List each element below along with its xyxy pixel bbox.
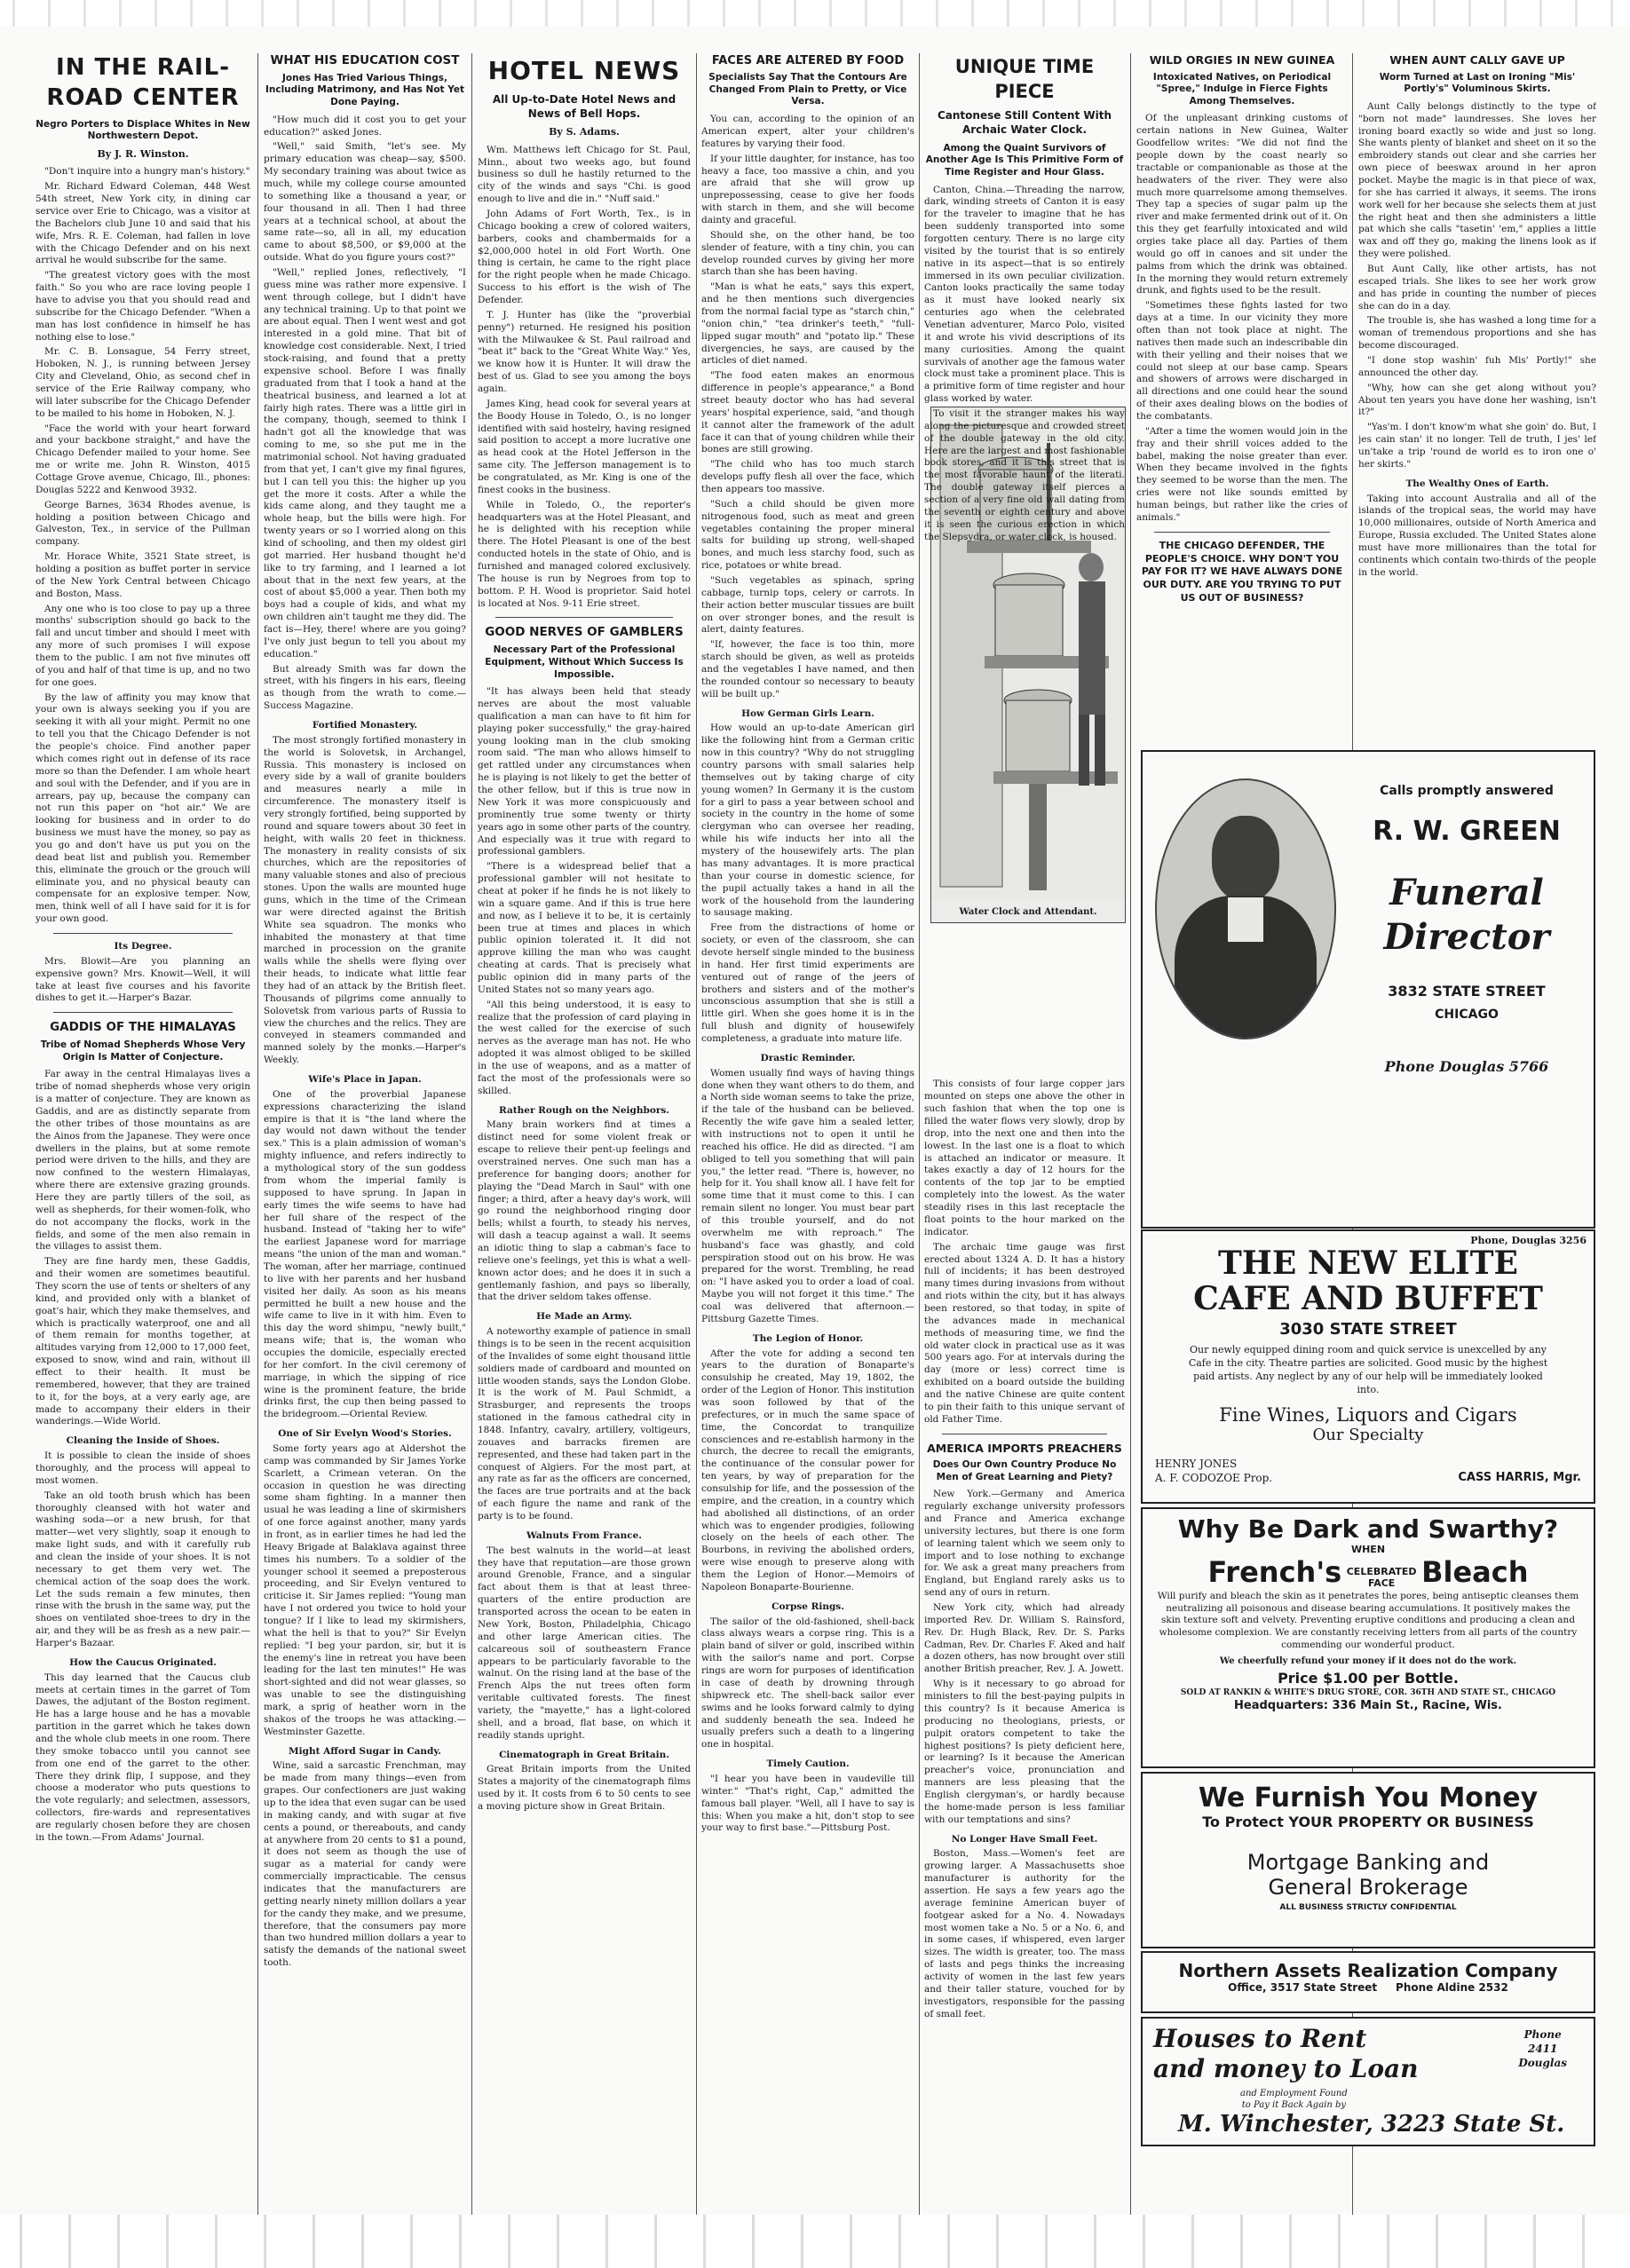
bleach-sold: SOLD AT RANKIN & WHITE'S DRUG STORE, COR. 36TH AND STATE ST., CHICAGO (1180, 1688, 1556, 1698)
paragraph: They are fine hardy men, these Gaddis, and their women are sometimes beautiful. They scorn the use of tents or shelters of any kind, and provided only with a blanket of goat's hair, which they make themselves, and which is practically waterproof, one and all of them remain for months together, at altitudes varying from 12,000 to 17,000 feet, exposed to snow, wind and rain, without ill effect to their health. It must be remembered, however, that they are trained to it, for the boys, at a very early age, are made to accompany their elders in their wanderings.—Wide World. (36, 1256, 250, 1427)
deck: Cantonese Still Content With Archaic Water Clock. (937, 109, 1112, 137)
paragraph: "Man is what he eats," says this expert, and he then mentions such divergencies from the normal facial type as "starch chin," "onion chin," "tea drinker's teeth," "full-lipped sugar mouth" and "potato lip." These divergencies, he says, are caused by the articles of diet named. (701, 281, 914, 367)
green-top-line: Calls promptly answered (1380, 784, 1554, 798)
subhead-drastic: Drastic Reminder. (760, 1052, 856, 1063)
separator (495, 617, 673, 618)
houses-phone-2: 2411 (1527, 2043, 1558, 2056)
houses-phone-3: Douglas (1518, 2057, 1567, 2070)
mortgage-line-1: Mortgage Banking and (1246, 1850, 1490, 1875)
subhead-army: He Made an Army. (536, 1311, 632, 1323)
paragraph: But Aunt Cally, like other artists, has not escaped trials. She likes to see her work grow and has pride in counting the number of pieces she can do in a day. (1358, 263, 1596, 312)
paragraph: James King, head cook for several years at the Boody House in Toledo, O., is no longer identified with said hostelry, having resigned said position to accept a more lucrative one as head cook at the Hotel Jefferson in the same city. The Jefferson management is to be congratulated, as Mr. King is one of the finest cooks in the business. (478, 398, 691, 495)
portrait-collar (1228, 897, 1263, 942)
elite-wines: Fine Wines, Liquors and Cigars (1219, 1403, 1517, 1426)
ad-houses-to-rent (1141, 2017, 1595, 2146)
paragraph: While in Toledo, O., the reporter's headquarters was at the Hotel Pleasant, and he is delighted with his reception while there. The Hotel Pleasant is one of the best conducted hotels in the state of Ohio, and is furnished and managed colored exclusively. The house is run by Negroes from top to bottom. P. H. Wood is proprietor. Said hotel is located at Nos. 9-11 Erie street. (478, 499, 691, 609)
paragraph: Mr. Richard Edward Coleman, 448 West 54th street, New York city, in dining car service over Erie to Chicago, was a visitor at the Bachelors club June 10 and said that his wife, Mrs. R. E. Coleman, had fallen in love with the Chicago Defender and on his next arrival he would subscribe for the same. (36, 181, 250, 266)
green-phone: Phone Douglas 5766 (1384, 1058, 1549, 1075)
subhead-japan: Wife's Place in Japan. (308, 1074, 422, 1086)
subhead-caution: Timely Caution. (766, 1758, 850, 1770)
subhead-cinema: Cinematograph in Great Britain. (499, 1749, 669, 1760)
paragraph: How would an up-to-date American girl like the following hint from a German critic now in this country? "Why do not struggling country parsons with small salaries help themselves out by taking charge of city young women? In Germany it is the custom for a girl to pass a year between school and society in the country in the home of some clergyman who can oversee her reading, while his wife inducts her into all the mystery of the housewifely arts. The plan has many advantages. It is more practical than your course in domestic science, for the pupil actually takes a hand in all the work of the household from the laundering to sausage making. (701, 723, 914, 919)
paragraph: "Well," replied Jones, reflectively, "I guess mine was rather more expensive. I went through college, but I didn't have any technical training. Up to that point we are about equal. Then I went west and got interested in a gold mine. That bit of knowledge cost considerable. Next, I tried stock-raising, and found that a pretty expensive school. Before I was finally graduated from that I took a hand at the theatrical business, and learned a lot at fairly high rates. There was a little girl in the company, though, seemed to think I hadn't got all the knowledge that was coming to me, so she put me in the matrimonial school. Not having graduated from that yet, I can't give my final figures, but I can tell you this: the higher up you get the more it costs. After a while the kids came along, and they taught me a whole heap, but the bills were high. For twenty years or so I worried along on this kind of schooling, and then my oldest girl got married. Her husband thought he'd like to try farming, and I learned a lot about that in the next few years, at the cost of about $5,000 a year. Then both my boys had a couple of kids, and what my own children ain't taught me they did. The fact is—Hey, there! where are you going? I've only just begun to tell you about my education." (264, 267, 466, 660)
houses-small (1240, 2088, 1348, 2111)
green-portrait (1155, 778, 1336, 1039)
bleach-product-line (1143, 1555, 1594, 1589)
column-rule (471, 53, 472, 2237)
elite-prop-1: HENRY JONES (1155, 1458, 1238, 1470)
column-rule (1130, 53, 1131, 2237)
paragraph: Take an old tooth brush which has been thoroughly cleansed with hot water and washing soda—or a new brush, for that matter—wet very slightly, soap it enough to make light suds, and with it carefully rub and clean the inside of your shoes. It is not necessary to get them very wet. The chemical action of the soap does the work. Let the suds remain a few minutes, then rinse with the brush in the same way, put the shoes on ventilated shoe-trees to dry in the air, and they will be as fresh as a new pair.—Harper's Bazaar. (36, 1490, 250, 1649)
northern-title: Northern Assets Realization Company (1178, 1960, 1558, 1981)
paragraph: Women usually find ways of having things done when they want others to do them, and a North side woman seems to take the prize, if the tale of the husband can be believed. Recently the wife gave him a sealed letter, with instructions not to open it until he reached his office. He did as directed. "I am obliged to tell you something that will pain you," the letter read. "There is, however, no help for it. You shall know all. I have felt for some time that it must come to this. I can remain silent no longer. You must bear part of this trouble yourself, and do not overwhelm me with reproach." The husband's face was ghastly, and cold perspiration stood out on his brow. He was prepared for the worst. Trembling, he read on: "I have asked you to order a load of coal. Maybe you will not forget it this time." The coal was delivered that afternoon.—Pittsburg Gazette Times. (701, 1067, 914, 1324)
paragraph: "Don't inquire into a hungry man's history." (44, 166, 250, 178)
subhead-monastery: Fortified Monastery. (312, 719, 418, 731)
paragraph: Taking into account Australia and all of the islands of the tropical seas, the world may have 10,000 millionaires, outside of North America and Europe, Russia excluded. The United States alone must have more millionaires than the total for continents which contain two-thirds of the people in the world. (1358, 493, 1596, 578)
paragraph: The most strongly fortified monastery in the world is Solovetsk, in Archangel, Russia. This monastery is inclosed on every side by a wall of granite boulders and measures nearly a mile in circumference. The monastery itself is very strongly fortified, being supported by round and square towers about 30 feet in height, with walls 20 feet in thickness. The monastery in reality consists of six churches, which are the repositories of many valuable stones and also of precious stones. Upon the walls are mounted huge guns, which in the time of the Crimean war were directed against the British White sea squadron. The monks who inhabited the monastery at that time marched in procession on the granite walls while the shells were flying over their heads, to indicate what little fear they had of an attack by the British fleet. Thousands of pilgrims come annually to Solovetsk from various parts of Russia to view the churches and the relics. They are conveyed in steamers commanded and manned solely by the monks.—Harper's Weekly. (264, 734, 466, 1066)
northern-phone: Phone Aldine 2532 (1396, 1981, 1508, 1994)
separator (53, 933, 233, 934)
subhead-german-girls: How German Girls Learn. (741, 707, 874, 719)
separator (53, 1012, 233, 1013)
subhead-corpse-rings: Corpse Rings. (771, 1600, 844, 1612)
subdeck: Among the Quaint Survivors of Another Age Is This Primitive Form of Time Register and Hour Glass. (925, 142, 1124, 178)
paragraph: Many brain workers find at times a distinct need for some violent freak or escape to relieve their pent-up feelings and overstrained nerves. One such man has a preference for banging doors; another for playing the "Dead March in Saul" with one finger; a third, after a heavy day's work, will go round the neighborhood ringing door bells; whilst a fourth, to steady his nerves, will dash a teacup against a wall. It seems an idiotic thing to slap a cabman's face to relieve one's feelings, yet this is what a well-known actor does; and he does it in such a gentlemanly fashion, and pays so liberally, that the driver seldom takes offense. (478, 1119, 691, 1303)
paragraph: Great Britain imports from the United States a majority of the cinematograph films used by it. It costs from 6 to 50 cents to see a moving picture show in Great Britain. (478, 1764, 691, 1812)
paragraph: John Adams of Fort Worth, Tex., is in Chicago booking a crew of colored waiters, barbers, cooks and chambermaids for a $2,000,000 hotel in old Fort Worth. One thing is certain, he came to the right place for the right people when he made Chicago. Success to his effort is the wish of The Defender. (478, 208, 691, 305)
torn-bottom-edge (0, 2215, 1630, 2268)
ad-northern-assets (1141, 1951, 1595, 2013)
paragraph: "Why, how can she get along without you? About ten years you have done her washing, isn't it?" (1358, 382, 1596, 418)
houses-small-1: and Employment Found (1240, 2089, 1348, 2098)
bleach-price: Price $1.00 per Bottle. (1278, 1670, 1459, 1687)
column-2 (264, 53, 466, 2201)
bleach-title: Why Be Dark and Swarthy? (1177, 1514, 1559, 1544)
column-4 (701, 53, 914, 2201)
subhead-scarlett: One of Sir Evelyn Wood's Stories. (278, 1428, 452, 1440)
column-rule (919, 53, 920, 2237)
deck: Does Our Own Country Produce No Men of Great Learning and Piety? (932, 1459, 1117, 1482)
paragraph: Aunt Cally belongs distinctly to the type of "born not made" laundresses. She loves her ironing board exactly so wide and just so long. She wants plenty of blanket and sheet on it so the embroidery stands out clear and she carries her own piece of beeswax around in her apron pocket. Maybe the magic is in that piece of wax, for she has carried it always, it seems. The irons work well for her because she selects them at just the right heat and then she administers a little pat which she calls "tasetin' 'em," applies a little wax and off they go, making the linens look as if they were polished. (1358, 100, 1596, 260)
elite-manager: CASS HARRIS, Mgr. (1458, 1471, 1581, 1484)
subhead-walnuts: Walnuts From France. (526, 1529, 642, 1541)
houses-phone (1518, 2027, 1567, 2071)
column-6 (1136, 53, 1348, 763)
paragraph: Why is it necessary to go abroad for ministers to fill the best-paying pulpits in this country? Is it because America is producing no theologians, priests, or pulpit orators competent to take the highest positions? Is piety deficient here, or learning? Is it because the American preacher's voice, pronunciation and manners are less pleasing that the English clergyman's, or hardly because the home-made person is less familiar with our temptations and sins? (924, 1679, 1125, 1825)
paragraph: "I done stop washin' fuh Mis' Portly!" she announced the other day. (1358, 354, 1596, 378)
column-5 (924, 53, 1125, 2201)
paragraph: "Such a child should be given more nitrogenous food, such as meat and green vegetables containing the proper mineral salts for building up strong, well-shaped bones, and much less starchy food, such as rice, potatoes or white bread. (701, 498, 914, 572)
elite-specialty: Our Specialty (1312, 1425, 1424, 1444)
bleach-refund: We cheerfully refund your money if it does not do the work. (1219, 1656, 1517, 1667)
bleach-face: FACE (1367, 1577, 1396, 1589)
illustration-caption: Water Clock and Attendant. (959, 907, 1097, 917)
headline-rail-road-center (36, 53, 250, 114)
elite-title-1: THE NEW ELITE (1218, 1245, 1518, 1282)
paragraph: "The food eaten makes an enormous difference in people's appearance," a Bond street beauty doctor who has had several years' hospital experience, said, "and though it cannot alter the framework of the adult face it can that of young children while their bones are still growing. (701, 370, 914, 455)
paragraph: This consists of four large copper jars mounted on steps one above the other in such fashion that when the top one is filled the water flows very slowly, drop by drop, into the next one and then into the lowest. In the last one is a float to which is attached an indicator or measure. It takes exactly a day of 12 hours for the contents of the top jar to be emptied completely into the lowest. As the water steadily rises in this last receptacle the float points to the hour marked on the indicator. (924, 1079, 1125, 1237)
houses-name: M. Winchester, 3223 State St. (1178, 2111, 1565, 2138)
subhead-sugar: Might Afford Sugar in Candy. (289, 1745, 441, 1757)
column-rule (696, 53, 697, 2237)
paragraph: Should she, on the other hand, be too slender of feature, with a tiny chin, you can develop rounded curves by giving her more starch than she has been having. (701, 229, 914, 278)
paragraph: "There is a widespread belief that a professional gambler will not hesitate to cheat at poker if he finds he is not likely to win a square game. And if this is true here and now, as I believe it to be, it is certainly been true at times and places in which public opinion tolerated it. It did not approve killing the man who was caught cheating at cards. That is precisely what public opinion did in many parts of the United States not so many years ago. (478, 861, 691, 995)
headline-gamblers: GOOD NERVES OF GAMBLERS (485, 625, 684, 640)
elite-title-2: CAFE AND BUFFET (1193, 1279, 1543, 1317)
paragraph: Wine, said a sarcastic Frenchman, may be made from many things—even from grapes. Our confectioners are just waking up to the idea that even sugar can be used in making candy, and with sugar at five cents a pound, or thereabouts, and candy at anywhere from 20 cents to $1 a pound, it does not seem as though the use of sugar as a material for candy were commercially impracticable. The census indicates that the manufacturers are getting nearly ninety million dollars a year for the candy they make, and we presume, therefore, that the consumers pay more than two hundred million dollars a year to satisfy the demands of the national sweet tooth. (264, 1760, 466, 1969)
paragraph: The trouble is, she has washed a long time for a woman of tremendous proportions and she has become discouraged. (1358, 315, 1596, 352)
subhead-its-degree: Its Degree. (114, 940, 172, 952)
paragraph: Of the unpleasant drinking customs of certain nations in New Guinea, Walter Goodfellow writes: "We did not find the people down by the coast nearly so tractable or companionable as those at the headwaters of the river. They were also much more quarrelsome among themselves. They tap a species of sugar palm up the river and make fermented drink out of it. On this they get fearfully intoxicated and wild orgies take place all day. Parties of them would go off in canoes and sit under the palms from which the drink was obtained. In the morning they would return extremely drunk, and fights used to be the result. (1136, 113, 1348, 296)
deck: Negro Porters to Displace Whites in New Northwestern Depot. (36, 118, 250, 142)
deck: Tribe of Nomad Shepherds Whose Very Origin Is Matter of Conjecture. (40, 1039, 246, 1063)
houses-phone-1: Phone (1523, 2028, 1562, 2041)
paragraph: "It has always been held that steady nerves are about the most valuable qualification a man can have to fit him for playing poker successfully," the gray-haired young looking man in the club smoking room said. "The man who allows himself to get rattled under any circumstances when he is playing is not likely to get the better of the other fellow, but if this is true now in New York it was more conspicuously and prominently true some twenty or thirty years ago in some other parts of the country. And especially was it true with regard to professional gamblers. (478, 686, 691, 857)
column-3 (478, 53, 691, 2201)
paragraph: Mrs. Blowit—Are you planning an expensive gown? Mrs. Knowit—Well, it will take at least five courses and his favorite dishes to get it.—Harper's Bazar. (36, 955, 250, 1004)
illustration-spacer (924, 546, 1125, 1079)
paragraph: The archaic time gauge was first erected about 1324 A. D. It has a history full of incidents; it has been destroyed many times during invasions from without and riots within the city, but it has always been restored, so that today, in spite of the advances made in mechanical methods of measuring time, we find the old water clock in practical use as it was 500 years ago. For at intervals during the day (more or less) correct time is exhibited on a board outside the building and the native Chinese are quite content to pin their faith to this unique servant of old Father Time. (924, 1241, 1125, 1425)
paragraph: Mr. C. B. Lonsague, 54 Ferry street, Hoboken, N. J., is running between Jersey City and Cleveland, Ohio, as second chef in service of the Erie Railway company, who will later subscribe for the Chicago Defender to be mailed to his home in Hoboken, N. J. (36, 346, 250, 419)
paragraph: A noteworthy example of patience in small things is to be seen in the recent acquisition of the Invalides of some eight thousand little soldiers made of cardboard and mounted on little wooden stands, says the London Globe. It is the work of M. Paul Schmidt, a Strasburger, and represents the troops stationed in the famous cathedral city in 1848. Infantry, cavalry, artillery, voltigeurs, zouaves and barracks firemen are represented, and these had taken part in the conquest of Algiers. For the most part, at any rate as far as the officers are concerned, the faces are true portraits and at the back of each figure the name and rank of the party is to be found. (478, 1326, 691, 1522)
paragraph: "After a time the women would join in the fray and their shrill voices added to the babel, making the noise greater than ever. When they became involved in the fights they seemed to be worse than the men. The cries were not like sounds emitted by human beings, but rather like the cries of animals." (1136, 425, 1348, 523)
ad-new-elite-cafe (1141, 1229, 1595, 1504)
paragraph: T. J. Hunter has (like the "proverbial penny") returned. He resigned his position with the Milwaukee & St. Paul railroad and "beat it" back to the "Great White Way." Yes, we know how it is Hunter. It will draw the best of us. Glad to see you among the boys again. (478, 309, 691, 394)
paragraph: This day learned that the Caucus club meets at certain times in the garret of Tom Dawes, the adjutant of the Boston regiment. He has a large house and he has a movable partition in the garret which he takes down and the whole club meets in one room. There they smoke tobacco until you cannot see from one end of the garret to the other. There they drink flip, I suppose, and they choose a moderator who puts questions to the vote regularly; and selectmen, assessors, collectors, fire-wards and representatives are regularly chosen before they are chosen in the town.—From Adams' Journal. (36, 1671, 250, 1843)
paragraph: Some forty years ago at Aldershot the camp was commanded by Sir James Yorke Scarlett, a Crimean veteran. On the occasion in question he was directing some sham fighting. In a manner then usual he was leading a line of skirmishers of one force against another, many yards in front, as in earlier times he had led the Heavy Brigade at Balaklava against three times his numbers. To a soldier of the younger school it seemed a preposterous proceeding, and Sir Evelyn ventured to criticise it. Sir James replied: "Young man have I not ordered you twice to hold your tongue? If I like to lead my skirmishers, what the hell is that to you?" Sir Evelyn replied: "I beg your pardon, sir, but it is the enemy's line in retreat you have been leading for the last ten minutes!" He was short-sighted and did not wear glasses, so was unable to see the distinguishing mark, a sprig of heather worn in the shakos of the troops he was attacking.—Westminster Gazette. (264, 1442, 466, 1737)
green-title-2: Director (1383, 916, 1550, 958)
defender-notice: THE CHICAGO DEFENDER, THE PEOPLE'S CHOICE. WHY DON'T YOU PAY FOR IT? WE HAVE ALWAYS DONE OUR DUTY. ARE YOU TRYING TO PUT US OUT OF BUSINESS? (1141, 539, 1343, 605)
paragraph: "The greatest victory goes with the most faith." So you who are race loving people I have to advise you that you should read and subscribe for the Chicago Defender. "When a man has lost confidence in himself he has nothing else to lose." (36, 270, 250, 343)
subhead-wealthy: The Wealthy Ones of Earth. (1405, 478, 1549, 489)
green-name: R. W. GREEN (1373, 816, 1561, 847)
northern-office: Office, 3517 State Street (1228, 1981, 1378, 1994)
headline-line-2: ROAD CENTER (46, 83, 240, 111)
headline-line-1: IN THE RAIL- (56, 54, 230, 81)
bleach-french: French's (1207, 1555, 1342, 1589)
subhead-shoes: Cleaning the Inside of Shoes. (66, 1435, 220, 1447)
paragraph: "The child who has too much starch develops puffy flesh all over the face, which then appears too massive. (701, 459, 914, 494)
headline-education-cost: WHAT HIS EDUCATION COST (270, 53, 460, 67)
ad-r-w-green (1141, 750, 1595, 1229)
deck: Jones Has Tried Various Things, Including Matrimony, and Has Not Yet Done Paying. (265, 72, 465, 108)
headline-wild-orgies: WILD ORGIES IN NEW GUINEA (1149, 53, 1335, 67)
paragraph: Any one who is too close to pay up a three months' subscription should go back to the fall and uncut timber and should I meet with any more of such promises I will expose them to the public. I am not five minutes off of you and half of that time is up, and no two for one goes. (36, 603, 250, 688)
headline-america-preachers: AMERICA IMPORTS PREACHERS (927, 1441, 1122, 1455)
green-address: 3832 STATE STREET (1388, 983, 1546, 1000)
paragraph: Boston, Mass.—Women's feet are growing larger. A Massachusetts shoe manufacturer is authority for the assertion. He says a few years ago the average feminine American buyer of footgear asked for a No. 4. Nowadays most women take a No. 5 or a No. 6, and in some cases, if whispered, even larger sizes. The width is greater, too. The mass of lasts and pegs thinks the increasing activity of women in the last few years and their taller stature, vouched for by investigators, responsible for the passing of small feet. (924, 1848, 1125, 2019)
subhead-small-feet: No Longer Have Small Feet. (951, 1833, 1098, 1845)
paragraph: Wm. Matthews left Chicago for St. Paul, Minn., about two weeks ago, but found business so dull he hastily returned to the city of the winds and says "Chi. is good enough to live and die in." "Nuff said." (478, 144, 691, 205)
headline-hotel-news: HOTEL NEWS (487, 56, 681, 85)
paragraph: Canton, China.—Threading the narrow, dark, winding streets of Canton it is easy for the traveler to imagine that he has been suddenly transported into some forgotten century. There is no large city visited by the tourist that is so entirely native in its aspect—that is so entirely immersed in its own peculiar civilization. Canton looks practically the same today as it must have looked nearly six centuries ago when the celebrated Venetian adventurer, Marco Polo, visited it and wrote his vivid descriptions of its many curiosities. Among the quaint survivals of another age the famous water clock must take a prominent place. This is a primitive form of time register and hour glass worked by water. (924, 184, 1125, 405)
paragraph: Free from the distractions of home or society, or even of the classroom, she can devote herself single minded to the business in hand. Her first timid experiments are ventured out of range of the jeers of brothers and sisters and of the mother's unconscious assumption that she is still a little girl. When she goes home it is in the full blush and dignity of housewifely completeness, a graduate into mature life. (701, 922, 914, 1044)
headline-gaddis: GADDIS OF THE HIMALAYAS (50, 1020, 236, 1035)
torn-top-edge (0, 0, 1630, 27)
paragraph: By the law of affinity you may know that your own is always seeking you if you are seeking it with all your might. Permit no one to tell you that the Chicago Defender is not the people's choice. Find another paper which comes right out in defense of its race more so than the Defender. I am whole heart and soul with the Defender, and if you are in arrears, pay up, because the company can not run this paper on "hot air." We are looking for business and in order to do business we must have the money, so pay as you go and don't have us put you on the dead beat list and publish you. Remember this, eliminate the grouch or the grouch will eliminate you, and no physical beauty can compensate for an explosive temper. Now, men, think well of all I have said for it is for your own good. (36, 691, 250, 925)
separator (1154, 532, 1330, 533)
green-title-1: Funeral (1389, 872, 1544, 913)
elite-body: Our newly equipped dining room and quick service is unexcelled by any Cafe in the city. Theatre parties are solicited. Good music by the highest paid artists. Any neglect by any of our help will be immediately looked into. (1188, 1344, 1548, 1395)
paragraph: Mr. Horace White, 3521 State street, is holding a position as buffet porter in service of the New York Central between Chicago and Boston, Mass. (36, 551, 250, 599)
paragraph: New York city, which had already imported Rev. Dr. William S. Rainsford, Rev. Dr. Hugh Black, Rev. Dr. S. Parks Cadman, Rev. Dr. Charles F. Aked and half a dozen others, has now brought over still another British preacher, Rev. J. A. Jowett. (924, 1602, 1125, 1675)
deck: Intoxicated Natives, on Periodical "Spree," Indulge in Fierce Fights Among Themselves. (1152, 71, 1332, 107)
paragraph: It is possible to clean the inside of shoes thoroughly, and the process will appeal to most women. (36, 1450, 250, 1486)
byline: By S. Adams. (549, 126, 620, 138)
mortgage-line-2: General Brokerage (1268, 1875, 1468, 1900)
bleach-bleach: Bleach (1421, 1555, 1529, 1589)
green-city: CHICAGO (1435, 1008, 1499, 1022)
deck: Worm Turned at Last on Ironing "Mis' Portly's" Voluminous Skirts. (1379, 71, 1576, 95)
paragraph: "Well," said Smith, "let's see. My primary education was cheap—say, $500. My secondary training was about twice as much, while my college course amounted to something like a thousand a year, or four thousand in all. Then I had three years at a technical school, at about the same rate—so, all in all, my education came to about $8,500, or $9,000 at the outside. What do you figure yours cost?" (264, 141, 466, 264)
paragraph: "Sometimes these fights lasted for two days at a time. In our vicinity they more often than not took place at night. The natives then made such an indescribable din with their yelling and their noises that we could not sleep at our base camp. Spears and showers of arrows were discharged in all directions and one could hear the sound of their axes dealing blows on the bodies of the combatants. (1136, 300, 1348, 423)
houses-line-2: and money to Loan (1153, 2054, 1419, 2083)
deck: Necessary Part of the Professional Equipment, Without Which Success Is Impossible. (485, 644, 684, 680)
paragraph: "How much did it cost you to get your education?" asked Jones. (264, 114, 466, 138)
paragraph: "Such vegetables as spinach, spring cabbage, turnip tops, celery or carrots. In their action better muscular tissues are built on over stronger bones, and the result is alert, dainty features. (701, 575, 914, 636)
paragraph: Far away in the central Himalayas lives a tribe of nomad shepherds whose very origin is a matter of conjecture. They are known as Gaddis, and are as distinctly separate from the other tribes of those mountains as are the Ainos from the Japanese. They were once dwellers in the plains, but at some remote period were driven to the hills, and they are now confined to the western Himalayas, where there are extensive grazing grounds. Here they are partly tillers of the soil, as well as shepherds, for their women-folk, who do not accompany the flocks, work in the fields, and some of the men also remain in the villages to assist them. (36, 1069, 250, 1253)
ad-furnish-money (1141, 1772, 1595, 1948)
subhead-legion: The Legion of Honor. (752, 1332, 864, 1344)
elite-proprietors (1155, 1458, 1272, 1485)
elite-prop-label: Prop. (1243, 1471, 1273, 1484)
houses-small-2: to Pay it Back Again by (1241, 2100, 1347, 2110)
paragraph: George Barnes, 3634 Rhodes avenue, is holding a position between Chicago and Galveston, Tex., in service of the Pullman company. (36, 499, 250, 548)
paragraph: To visit it the stranger makes his way along the picturesque and crowded street of the double gateway in the old city. Here are the largest and most fashionable book stores, and it is this street that is the most favorable haunt of the literati. The double gateway itself pierces a section of a very fine old wall dating from the seventh or eighth century and above it is seen the curious erection in which the Slepsydra, or water clock, is housed. (924, 408, 1125, 542)
mortgage-confidential: ALL BUSINESS STRICTLY CONFIDENTIAL (1279, 1903, 1457, 1912)
bleach-headquarters: Headquarters: 336 Main St., Racine, Wis. (1234, 1699, 1502, 1713)
paragraph: One of the proverbial Japanese expressions characterizing the island empire is that it is "the land where the day would not dawn without the tender sex." This is a plain admission of woman's mighty influence, and refers indirectly to a mythological story of the sun goddess from whom the imperial family is supposed to have sprung. In Japan in early times the wife seems to have had her full share of the respect of the husband. Instead of "taking her to wife" the earliest Japanese word for marriage means "the union of the man and woman." The woman, after her marriage, continued to live with her parents and her husband visited her daily. As soon as his means permitted he built a new house and the wife came to live in it with him. Even to this day the word shimpu, "newly built," means wife; that is, the woman who occupies the domicile, especially erected for her comfort. In the civil ceremony of marriage, in which the sipping of rice wine is the prominent feature, the bride drinks first, the cup then being passed to the bridegroom.—Oriental Review. (264, 1088, 466, 1420)
bleach-celebrated: CELEBRATED (1346, 1566, 1417, 1578)
paragraph: But already Smith was far down the street, with his fingers in his ears, fleeing as though from the wrath to come.—Success Magazine. (264, 663, 466, 712)
column-1 (36, 53, 250, 2201)
deck: Specialists Say That the Contours Are Changed From Plain to Pretty, or Vice Versa. (708, 72, 907, 107)
paragraph: "I hear you have been in vaudeville till winter." "That's right, Cap," admitted the famous ball player. "Well, all I have to say is this: When you make a hit, don't stop to see your way to first base."—Pittsburg Post. (701, 1773, 914, 1834)
paragraph: If your little daughter, for instance, has too heavy a face, too massive a chin, and you are afraid that she will grow up unprepossessing, cease to give her foods with starch in them, and she will become dainty and graceful. (701, 153, 914, 225)
headline-unique-time-piece: UNIQUE TIME PIECE (954, 56, 1095, 102)
money-title: We Furnish You Money (1198, 1782, 1539, 1814)
paragraph: The best walnuts in the world—at least they have that reputation—are those grown around Grenoble, France, and a singular fact about them is that at least three-quarters of the entire production are transported across the ocean to be eaten in New York, Boston, Philadelphia, Chicago and other large American cities. The calcareous soil of southeastern France appears to be particularly favorable to the walnut. On the rising land at the base of the French Alps the nut trees often form veritable cultivated forests. The finest variety, the "mayette," has a light-colored shell, and a broad, flat base, on which it readily stands upright. (478, 1545, 691, 1741)
column-7 (1358, 53, 1596, 763)
bleach-celebrated-face (1347, 1567, 1417, 1588)
northern-contact (1143, 1981, 1594, 1994)
paragraph: The sailor of the old-fashioned, shell-back class always wears a corpse ring. This is a plain band of silver or gold, inscribed within with the sailor's name and port. Corpse rings are worn for purposes of identification in case of death by drowning through shipwreck etc. The shell-back sailor ever swims and he looks forward calmly to dying and suddenly beneath the sea. Indeed he usually prefers such a death to a lingering one in hospital. (701, 1616, 914, 1750)
deck: All Up-to-Date Hotel News and News of Bell Hops. (492, 92, 677, 120)
subhead-caucus: How the Caucus Originated. (69, 1656, 217, 1668)
portrait-head (1212, 816, 1279, 901)
elite-address: 3030 STATE STREET (1279, 1320, 1457, 1339)
bleach-when: WHEN (1350, 1544, 1386, 1555)
bleach-body: Will purify and bleach the skin as it penetrates the pores, being antiseptic cleanses them neutralizing all poisonous and disease bearing accumulations. It positively makes the skin texture soft and velvety. Preventing eruptive conditions and producing a clean and wholesome complexion. We are constantly receiving letters from all parts of the country commending our wonderful product. (1157, 1591, 1579, 1650)
paragraph: After the vote for adding a second ten years to the duration of Bonaparte's consulship he created, May 19, 1802, the order of the Legion of Honor. This institution was soon followed by that of the prefectures, or in much the same space of time, the Concordat to tranquilize consciences and re-establish harmony in the church, the decree to recall the emigrants, the continuance of the consular power for ten years, by way of preparation for the consulship for life, and the possession of the empire, and the creation, in a country which had abolished all distinctions, of an order which was to engender prodigies, following closely on the heels of each other. The Bourbons, in reviving the abolished orders, were wise enough to preserve along with them the Legion of Honor.—Memoirs of Napoleon Bonaparte-Bourienne. (701, 1347, 914, 1592)
column-rule (257, 53, 258, 2237)
headline-aunt-cally: WHEN AUNT CALLY GAVE UP (1389, 53, 1565, 67)
paragraph: "Face the world with your heart forward and your backbone straight," and have the Chicago Defender mailed to your home. See me or write me. John R. Winston, 4015 Cottage Grove avenue, Chicago, Ill., phones: Douglas 5222 and Kenwood 3932. (36, 423, 250, 495)
paragraph: "If, however, the face is too thin, more starch should be given, as well as proteids and the vegetables I have named, and then the rounded contour so necessary to beauty will be built up." (701, 639, 914, 699)
paragraph: You can, according to the opinion of an American expert, alter your children's features by varying their food. (701, 114, 914, 149)
headline-faces-food: FACES ARE ALTERED BY FOOD (711, 54, 905, 67)
elite-prop-2: A. F. CODOZOE (1155, 1471, 1240, 1484)
paragraph: New York.—Germany and America regularly exchange university professors and France and America exchange university lectures, but there is one form of learning talent which we seem only to import and to lose nothing to exchange for. We ask a great many preachers from England, but England rarely asks us to send any of ours in return. (924, 1489, 1125, 1599)
paragraph: "Yas'm. I don't know'm what she goin' do. But, I jes cain stan' it no longer. Tell de truth, I jes' lef un'take a trip 'round de world es to iron one o' her skirts." (1358, 422, 1596, 470)
subhead-rough: Rather Rough on the Neighbors. (499, 1104, 669, 1116)
houses-line-1: Houses to Rent (1153, 2024, 1367, 2053)
elite-phone: Phone, Douglas 3256 (1470, 1235, 1586, 1246)
byline: By J. R. Winston. (97, 147, 189, 160)
ad-french-bleach (1141, 1507, 1595, 1768)
paragraph: "All this being understood, it is easy to realize that the profession of card playing in the west called for the exercise of such nerves as the average man has not. He who adopted it was almost obliged to be skilled in the use of weapons, and as a matter of fact the most of the professionals were so skilled. (478, 999, 691, 1096)
money-subtitle: To Protect YOUR PROPERTY OR BUSINESS (1202, 1814, 1534, 1830)
